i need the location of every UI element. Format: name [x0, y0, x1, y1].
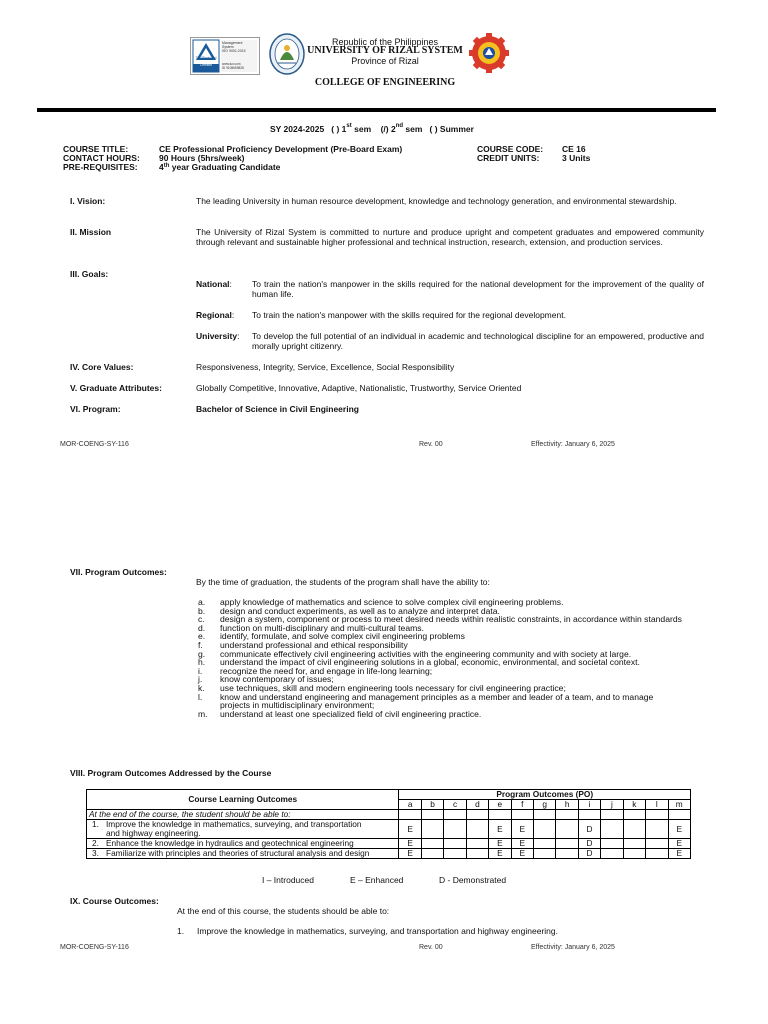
course-outcome-num: 1.: [177, 926, 185, 936]
po-cell: E: [668, 839, 691, 849]
po-cell: [601, 839, 623, 849]
prereq-sup: th: [163, 163, 170, 169]
item-letter: b.: [198, 605, 206, 616]
po-cell: E: [399, 820, 421, 839]
goal-national-label-text: National: [196, 279, 230, 289]
program-text: Bachelor of Science in Civil Engineering: [196, 404, 359, 414]
mission-label: II. Mission: [70, 227, 112, 237]
po-cell: E: [511, 820, 533, 839]
cert-text-5: Certified: [200, 62, 212, 67]
core-values-text: Responsiveness, Integrity, Service, Excellence, Social Responsibility: [196, 362, 455, 372]
clo-text: Improve the knowledge in mathematics, surveying, and transportation: [106, 819, 362, 829]
po-cell: [623, 849, 645, 859]
item-letter: m.: [198, 708, 208, 719]
first-sup: st: [346, 123, 352, 129]
po-letter: f: [511, 800, 533, 810]
clo-po-table: [86, 789, 691, 859]
po-cell: E: [489, 820, 511, 839]
po-cell: [421, 839, 443, 849]
clo-text-cont: and highway engineering.: [106, 828, 201, 838]
course-outcome-text: Improve the knowledge in mathematics, surveying, and transportation and highway engineering.: [197, 926, 558, 936]
item-text: projects in multidisciplinary environment;: [220, 700, 375, 711]
course-code-values: [562, 145, 590, 163]
po-letter: g: [534, 800, 556, 810]
item-letter: d.: [198, 622, 206, 633]
po-header: Program Outcomes (PO): [399, 790, 691, 800]
goals-label: III. Goals:: [70, 269, 109, 279]
course-code-value: CE 16: [562, 144, 586, 154]
po-cell: [534, 839, 556, 849]
item-text: know contemporary of issues;: [220, 674, 334, 685]
contact-hours-label: CONTACT HOURS:: [63, 153, 140, 163]
clo-section-label: VIII. Program Outcomes Addressed by the Course: [70, 768, 272, 778]
school-year: SY 2024-2025: [270, 124, 325, 134]
prereq-pre: 4: [159, 162, 164, 172]
po-letter: i: [578, 800, 600, 810]
cert-text-1: Management: [222, 41, 243, 45]
graduate-attributes-label: V. Graduate Attributes:: [70, 383, 162, 393]
first-sem-option: ( ) 1: [331, 124, 347, 134]
po-cell: [646, 849, 668, 859]
po-cell: D: [578, 820, 600, 839]
goal-regional-label: Regional:: [196, 310, 235, 320]
po-letter: h: [556, 800, 578, 810]
goal-regional-text: To train the nation's manpower with the skills required for the regional development.: [252, 310, 566, 320]
program-label: VI. Program:: [70, 404, 121, 414]
item-text: understand the impact of civil engineering solutions in a global, economic, environmental, and societal context.: [220, 657, 640, 668]
item-letter: i.: [198, 665, 203, 676]
course-info-labels: [63, 145, 140, 172]
table-header-row: [87, 790, 691, 800]
graduate-attributes-text: Globally Competitive, Innovative, Adaptive, Nationalistic, Trustworthy, Service Oriented: [196, 383, 522, 393]
course-outcome-item: [177, 926, 558, 936]
po-cell: [534, 820, 556, 839]
po-cell: [556, 820, 578, 839]
po-cell: [623, 820, 645, 839]
footer-rev: Rev. 00: [419, 441, 443, 448]
item-text: identify, formulate, and solve complex civil engineering problems: [220, 631, 465, 642]
second-sem-option: (/) 2: [380, 124, 396, 134]
cert-text-3: ISO 9001:2015: [222, 49, 246, 53]
po-cell: [466, 820, 488, 839]
goal-university-label-text: University: [196, 331, 238, 341]
po-cell: [623, 839, 645, 849]
po-cell: [534, 849, 556, 859]
table-row: [87, 839, 691, 849]
program-outcomes-intro: By the time of graduation, the students of the program shall have the ability to:: [196, 577, 490, 587]
po-cell: E: [511, 849, 533, 859]
course-code-labels: [477, 145, 543, 163]
footer-doc-code: MOR-COENG-SY-116: [60, 441, 129, 448]
course-outcomes-intro: At the end of this course, the students should be able to:: [177, 906, 390, 916]
item-text: understand professional and ethical responsibility: [220, 639, 408, 650]
item-letter: k.: [198, 682, 205, 693]
core-values-label: IV. Core Values:: [70, 362, 134, 372]
table-intro-row: [87, 810, 691, 820]
po-cell: D: [578, 839, 600, 849]
item-text: design and conduct experiments, as well as to analyze and interpret data.: [220, 605, 500, 616]
po-letter: d: [466, 800, 488, 810]
po-letter: a: [399, 800, 421, 810]
goal-university-label: University:: [196, 331, 240, 341]
po-cell: E: [489, 839, 511, 849]
item-text: recognize the need for, and engage in life-long learning;: [220, 665, 433, 676]
item-letter: f.: [198, 639, 203, 650]
contact-hours-value: 90 Hours (5hrs/week): [159, 153, 245, 163]
course-info-values: [159, 145, 402, 172]
legend-enhanced: E – Enhanced: [350, 875, 404, 885]
po-cell: D: [578, 849, 600, 859]
po-cell: [444, 849, 466, 859]
po-cell: [421, 820, 443, 839]
course-title-value: CE Professional Proficiency Development (Pre-Board Exam): [159, 144, 403, 154]
goal-national-label: National:: [196, 279, 232, 289]
item-letter: g.: [198, 648, 206, 659]
item-letter: e.: [198, 631, 206, 642]
credit-units-label: CREDIT UNITS:: [477, 153, 540, 163]
item-text: communicate effectively civil engineering activities with the engineering community and with society at large.: [220, 648, 632, 659]
cert-text-2: System: [222, 45, 234, 49]
po-cell: E: [668, 849, 691, 859]
college-name: COLLEGE OF ENGINEERING: [314, 77, 456, 88]
clo-intro: At the end of the course, the student should be able to:: [87, 810, 399, 820]
province-line: Province of Rizal: [351, 56, 419, 66]
po-cell: [556, 849, 578, 859]
vision-text: The leading University in human resource development, knowledge and technology generation, and environmental stewardship.: [196, 196, 677, 206]
course-title-label: COURSE TITLE:: [63, 144, 129, 154]
term-line: [270, 124, 474, 134]
footer-effectivity-2: Effectivity: January 6, 2025: [531, 944, 615, 951]
item-text: understand at least one specialized field of civil engineering practice.: [220, 708, 482, 719]
footer-rev-2: Rev. 00: [419, 944, 443, 951]
po-letter: e: [489, 800, 511, 810]
po-cell: [466, 839, 488, 849]
mission-text: The University of Rizal System is committed to nurture and produce upright and competent graduates and empowered community through relevant and sustainable higher professional and technical instruction, research, extension, and production services.: [196, 227, 704, 247]
item-text: apply knowledge of mathematics and science to solve complex civil engineering problems.: [220, 597, 564, 607]
republic-line: Republic of the Philippines: [331, 37, 439, 47]
goal-university-text: To develop the full potential of an individual in academic and technological discipline for an empowered, productive and morally upright citizenry.: [252, 331, 704, 351]
po-cell: [556, 839, 578, 849]
clo-num: 1.: [92, 819, 99, 829]
po-cell: E: [399, 849, 421, 859]
po-cell: E: [511, 839, 533, 849]
footer-effectivity: Effectivity: January 6, 2025: [531, 441, 615, 448]
clo-cell: [87, 820, 399, 839]
cert-text-7: ID 9108659828: [222, 65, 244, 70]
po-letter: c: [444, 800, 466, 810]
course-outcomes-label: IX. Course Outcomes:: [70, 896, 159, 906]
first-sem-end: sem: [351, 124, 372, 134]
legend-demonstrated: D - Demonstrated: [439, 875, 507, 885]
university-name: UNIVERSITY OF RIZAL SYSTEM: [307, 45, 463, 56]
clo-text: Familiarize with principles and theories of structural analysis and design: [106, 848, 370, 858]
clo-cell: [87, 839, 399, 849]
prereq-label: PRE-REQUISITES:: [63, 162, 138, 172]
clo-text: Enhance the knowledge in hydraulics and geotechnical engineering: [106, 838, 354, 848]
item-letter: a.: [198, 597, 206, 607]
po-cell: [466, 849, 488, 859]
credit-units-value: 3 Units: [562, 153, 591, 163]
item-letter: h.: [198, 657, 206, 668]
po-cell: [601, 820, 623, 839]
po-letter: m: [668, 800, 691, 810]
footer-doc-code-2: MOR-COENG-SY-116: [60, 944, 129, 951]
item-text: design a system, component or process to meet desired needs within realistic constraints, in accordance within standards: [220, 614, 682, 625]
po-cell: [421, 849, 443, 859]
program-outcomes-label: VII. Program Outcomes:: [70, 567, 167, 577]
legend-introduced: I – Introduced: [262, 875, 314, 885]
po-cell: [444, 839, 466, 849]
cert-text-4: TÜVRheinland: [195, 56, 217, 60]
po-cell: E: [399, 839, 421, 849]
list-item: [198, 710, 708, 719]
table-row: [87, 820, 691, 839]
po-letter: b: [421, 800, 443, 810]
clo-cell: [87, 849, 399, 859]
item-letter: c.: [198, 614, 205, 625]
po-cell: [646, 839, 668, 849]
clo-header: Course Learning Outcomes: [87, 790, 399, 810]
item-text: know and understand engineering and management principles as a member and leader of a team, and to manage: [220, 691, 654, 702]
cert-text-6: www.tuv.com: [222, 62, 241, 66]
po-letter: j: [601, 800, 623, 810]
po-cell: [601, 849, 623, 859]
po-cell: E: [489, 849, 511, 859]
po-letter: k: [623, 800, 645, 810]
engineering-gear-logo: [469, 32, 509, 74]
program-outcomes-list: [198, 598, 708, 718]
goal-national-text: To train the nation's manpower in the skills required for the national development for the improvement of the quality of human life.: [252, 279, 704, 299]
po-cell: E: [668, 820, 691, 839]
iso-certification-logo: [190, 37, 260, 75]
item-letter: l.: [198, 691, 203, 702]
item-text: function on multi-disciplinary and multi-cultural teams.: [220, 622, 424, 633]
po-cell: [646, 820, 668, 839]
vision-label: I. Vision:: [70, 196, 106, 206]
item-letter: j.: [198, 674, 203, 685]
prereq-post: year Graduating Candidate: [169, 162, 281, 172]
header-divider: [37, 108, 716, 112]
po-letter: l: [646, 800, 668, 810]
item-text: use techniques, skill and modern engineering tools necessary for civil engineering practice;: [220, 682, 566, 693]
second-sup: nd: [395, 123, 404, 129]
table-row: [87, 849, 691, 859]
second-sem-end: sem: [403, 124, 423, 134]
prereq-value: [159, 163, 402, 172]
clo-num: 3.: [92, 848, 99, 858]
course-code-label: COURSE CODE:: [477, 144, 544, 154]
summer-option: ( ) Summer: [429, 124, 474, 134]
goal-regional-label-text: Regional: [196, 310, 232, 320]
po-cell: [444, 820, 466, 839]
clo-num: 2.: [92, 838, 99, 848]
